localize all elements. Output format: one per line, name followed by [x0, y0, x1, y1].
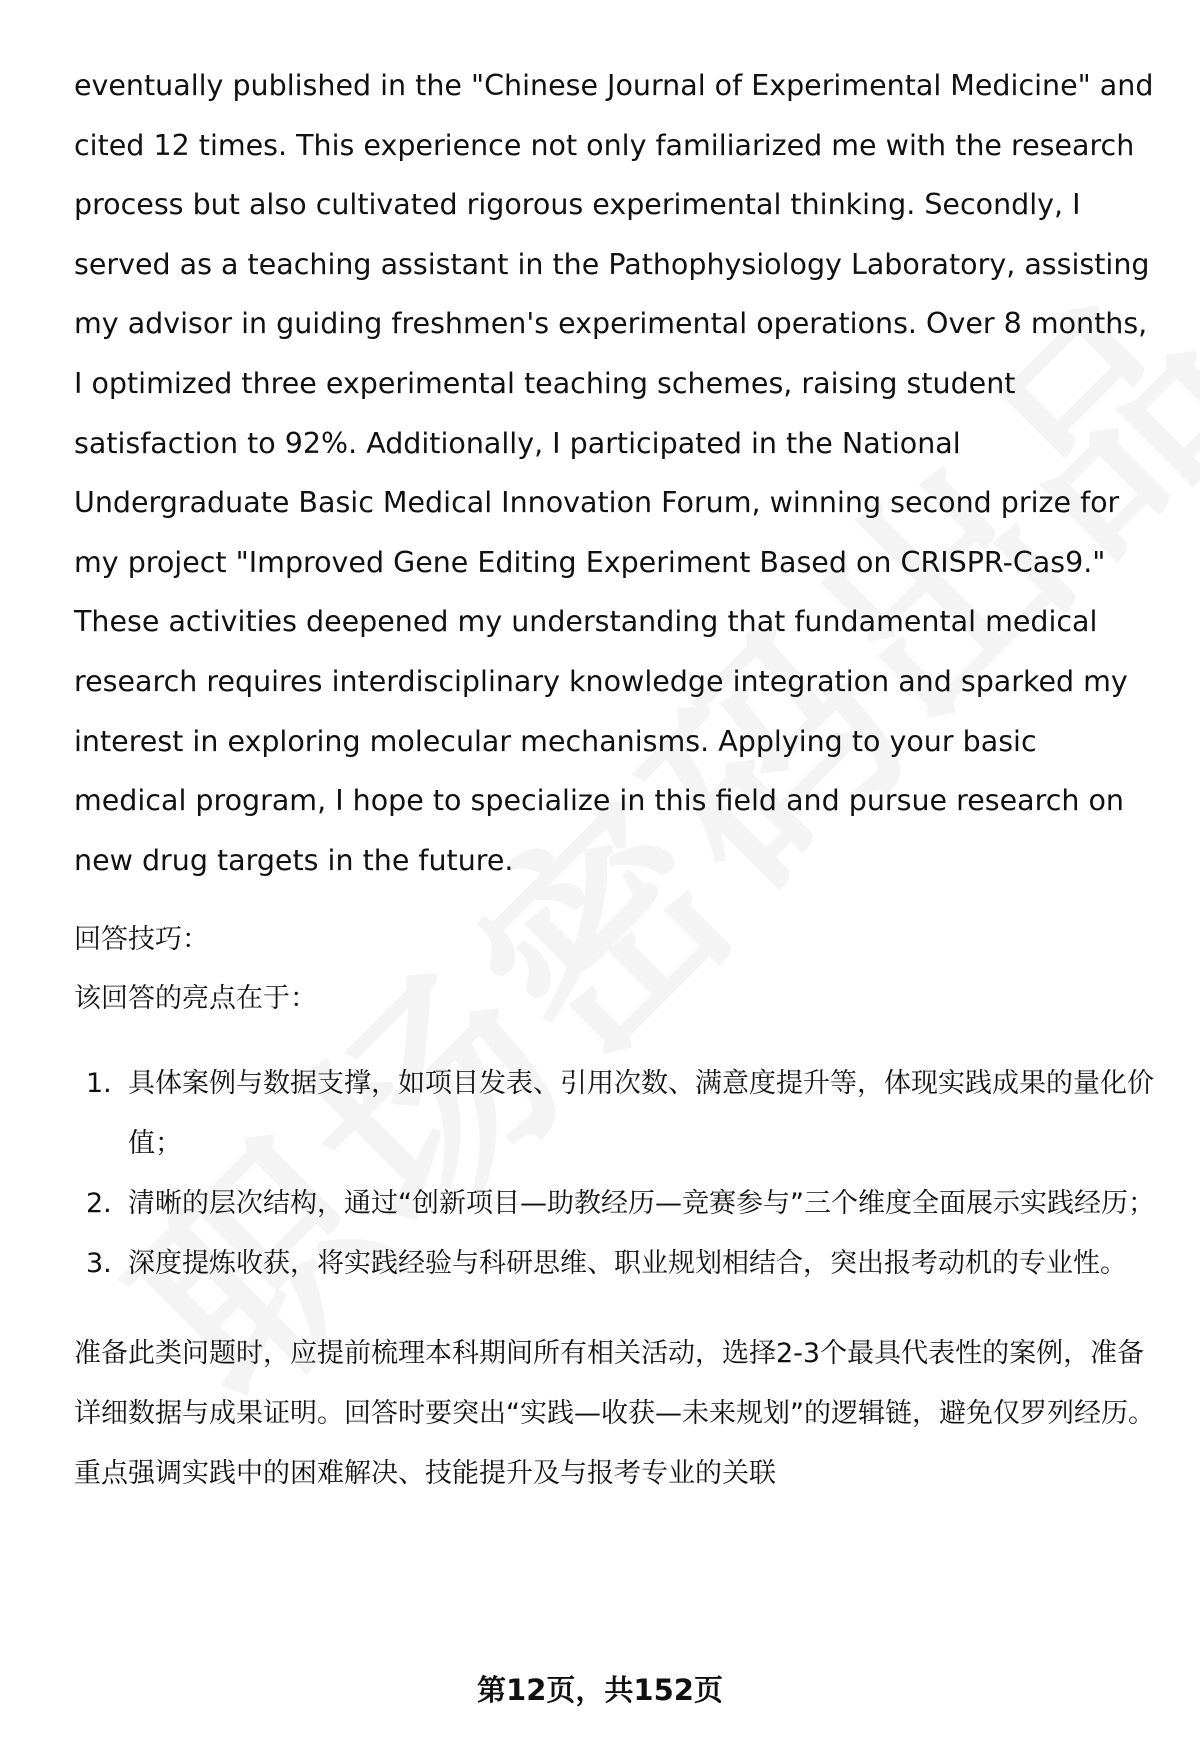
highlights-list	[74, 1054, 1156, 1294]
tips-heading: 回答技巧：	[74, 924, 209, 956]
list-item-number: 2.	[86, 1188, 112, 1220]
page-content	[74, 56, 1156, 1504]
list-item-text: 深度提炼收获，将实践经验与科研思维、职业规划相结合，突出报考动机的专业性。	[128, 1248, 1127, 1280]
list-item-number: 1.	[86, 1068, 112, 1100]
list-item	[74, 1054, 1156, 1174]
list-item-text: 清晰的层次结构，通过“创新项目—助教经历—竞赛参与”三个维度全面展示实践经历；	[128, 1188, 1155, 1220]
list-item	[74, 1234, 1156, 1294]
body-paragraph: eventually published in the "Chinese Journal of Experimental Medicine" and cited 12 times. This experience not only familiarized me with the research process but also cultivated rigorous experimental thinking. Secondly, I served as a teaching assistant in the Pathophysiology Laboratory, assisting my advisor in guiding freshmen's experimental operations. Over 8 months, I optimized three experimental teaching schemes, raising student satisfaction to 92%. Additionally, I participated in the National Undergraduate Basic Medical Innovation Forum, winning second prize for my project "Improved Gene Editing Experiment Based on CRISPR-Cas9." These activities deepened my understanding that fundamental medical research requires interdisciplinary knowledge integration and sparked my interest in exploring molecular mechanisms. Applying to your basic medical program, I hope to specialize in this field and pursue research on new drug targets in the future.	[74, 69, 1154, 877]
list-item-text: 具体案例与数据支撑，如项目发表、引用次数、满意度提升等，体现实践成果的量化价值；	[128, 1068, 1154, 1160]
highlights-heading: 该回答的亮点在于：	[74, 983, 317, 1015]
advice-paragraph: 准备此类问题时，应提前梳理本科期间所有相关活动，选择2-3个最具代表性的案例，准备详细数据与成果证明。回答时要突出“实践—收获—未来规划”的逻辑链，避免仅罗列经历。重点强调实践中的困难解决、技能提升及与报考专业的关联	[74, 1338, 1155, 1490]
page-number-footer: 第12页，共152页	[477, 1673, 723, 1707]
list-item-number: 3.	[86, 1248, 112, 1280]
list-item	[74, 1174, 1156, 1234]
